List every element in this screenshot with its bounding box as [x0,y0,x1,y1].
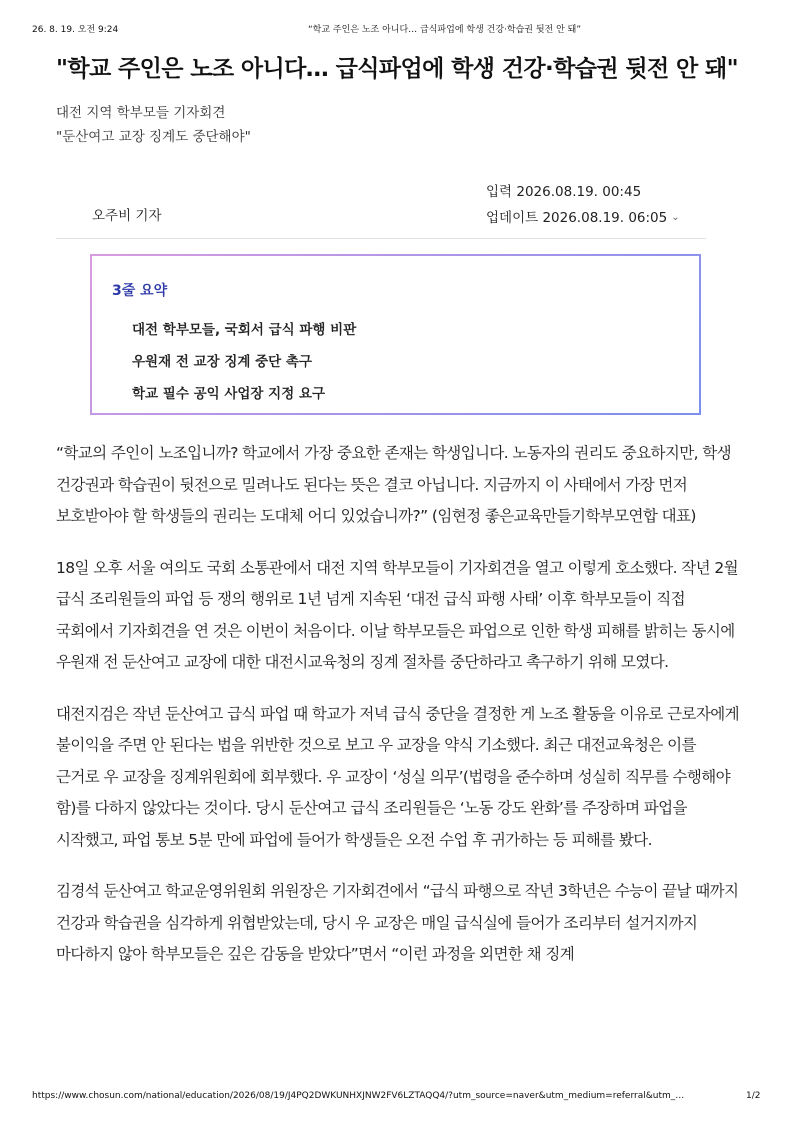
chevron-down-icon[interactable]: ⌄ [671,212,680,223]
article [56,54,740,963]
article-paragraph: 대전지검은 작년 둔산여고 급식 파업 때 학교가 저녁 급식 중단을 결정한 게 노조 활동을 이유로 근로자에게 불이익을 주면 안 된다는 법을 위반한 것으로 보고 우 교장을 약식 기소했다. 최근 대전교육청은 이를 근거로 우 교장을 징계위원회에 회부했다. 우 교장이 ‘성실 의무’(법령을 준수하며 성실히 직무를 수행해야 함)를 다하지 않았다는 것이다. 당시 둔산여고 급식 조리원들은 ‘노동 강도 완화’를 주장하며 파업을 시작했고, 파업 통보 5분 만에 파업에 들어가 학생들은 오전 수업 후 귀가하는 등 피해를 봤다. [56,704,739,849]
print-footer [0,1091,793,1105]
article-dates [486,180,680,231]
reporter-name[interactable]: 오주비 기자 [92,208,162,224]
summary-item: 우원재 전 교장 징계 중단 촉구 [132,354,312,370]
article-headline: "학교 주인은 노조 아니다… 급식파업에 학생 건강·학습권 뒷전 안 돼" [56,56,739,82]
page-number: 1/2 [746,1091,761,1101]
article-subtitles [56,101,740,149]
divider [56,238,706,239]
print-page-title: “학교 주인은 노조 아니다… 급식파업에 학생 건강·학습권 뒷전 안 돼” [308,25,581,35]
page-url: https://www.chosun.com/national/education/2026/08/19/J4PQ2DWKUNHXJNW2FV6LZTAQQ4/?utm_source=naver&utm_medium=referral&utm_… [32,1091,685,1101]
summary-title: 3줄 요약 [112,283,168,299]
published-date: 입력 2026.08.19. 00:45 [486,184,642,200]
updated-date-row[interactable] [486,205,680,231]
summary-item: 대전 학부모들, 국회서 급식 파행 비판 [132,322,357,338]
article-paragraph: “학교의 주인이 노조입니까? 학교에서 가장 중요한 존재는 학생입니다. 노동자의 권리도 중요하지만, 학생 건강권과 학습권이 뒷전으로 밀려나도 된다는 뜻은 결코 아닙니다. 지금까지 이 사태에서 가장 먼저 보호받아야 할 학생들의 권리는 도대체 어디 있었습니까?” (임현정 좋은교육만들기학부모연합 대표) [56,444,731,525]
byline [56,178,706,238]
article-subtitle: 대전 지역 학부모들 기자회견 [56,105,226,122]
print-header [0,22,793,36]
updated-date: 업데이트 2026.08.19. 06:05 [486,210,668,226]
article-paragraph: 18일 오후 서울 여의도 국회 소통관에서 대전 지역 학부모들이 기자회견을 열고 이렇게 호소했다. 작년 2월 급식 조리원들의 파업 등 쟁의 행위로 1년 넘게 지속된 ‘대전 급식 파행 사태’ 이후 학부모들이 직접 국회에서 기자회견을 연 것은 이번이 처음이다. 이날 학부모들은 파업으로 인한 학생 피해를 밝히는 동시에 우원재 전 둔산여고 교장에 대한 대전시교육청의 징계 절차를 중단하라고 촉구하기 위해 모였다. [56,558,738,671]
summary-list [132,314,356,410]
article-subtitle: "둔산여고 교장 징계도 중단해야" [56,129,251,146]
article-body [56,438,742,991]
print-datetime: 26. 8. 19. 오전 9:24 [32,25,119,35]
article-paragraph: 김경석 둔산여고 학교운영위원회 위원장은 기자회견에서 “급식 파행으로 작년 3학년은 수능이 끝날 때까지 건강과 학습권을 심각하게 위협받았는데, 당시 우 교장은 매일 급식실에 들어가 조리부터 설거지까지 마다하지 않아 학부모들은 깊은 감동을 받았다”면서 “이런 과정을 외면한 채 징계 [56,882,739,963]
summary-box [90,254,701,415]
summary-item: 학교 필수 공익 사업장 지정 요구 [132,386,326,402]
